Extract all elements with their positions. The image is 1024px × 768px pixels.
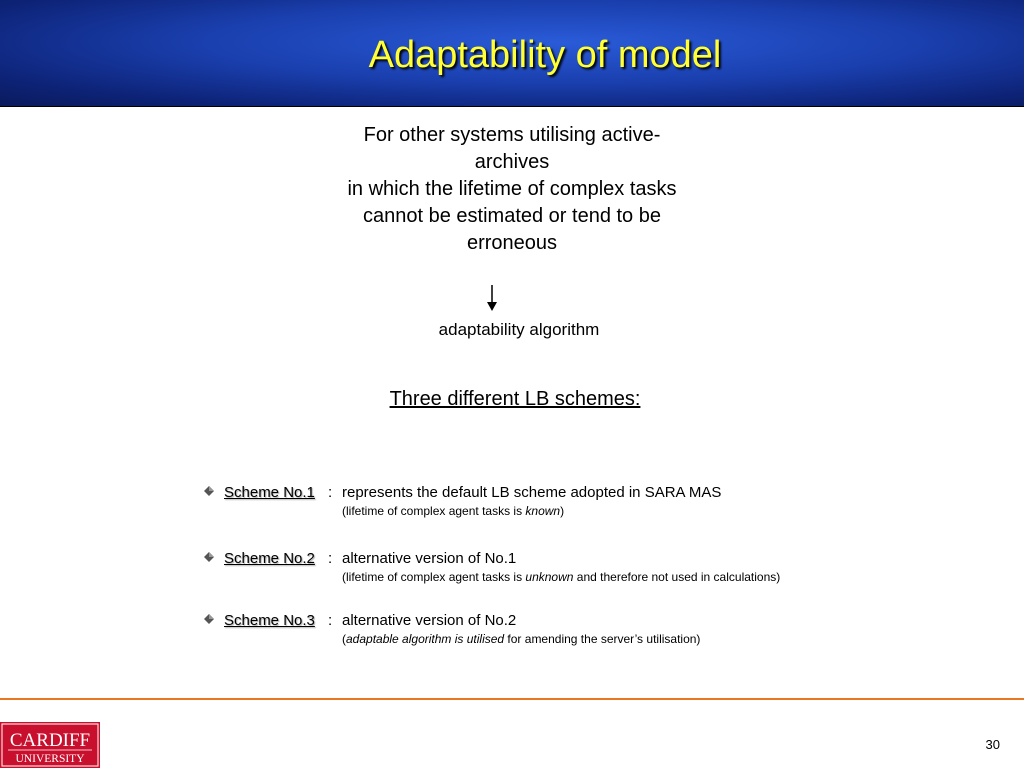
slide-title: Adaptability of model [368, 34, 722, 76]
down-arrow-icon [484, 285, 500, 311]
page-number: 30 [985, 737, 1000, 752]
scheme-note: (adaptable algorithm is utilised for amending the server’s utilisation) [342, 632, 701, 646]
scheme-note: (lifetime of complex agent tasks is unknown and therefore not used in calculations) [342, 570, 781, 584]
schemes-heading: Three different LB schemes: [389, 388, 641, 410]
diamond-bullet-icon [204, 486, 214, 496]
diamond-bullet-icon [204, 614, 214, 624]
intro-line: For other systems utilising active- [363, 124, 661, 146]
scheme-description: alternative version of No.2 [342, 612, 517, 629]
cardiff-university-logo [0, 722, 100, 768]
scheme-description: alternative version of No.1 [342, 550, 517, 567]
scheme-name: Scheme No.3 [224, 612, 315, 629]
intro-line: erroneous [466, 232, 558, 254]
logo-line2: UNIVERSITY [15, 753, 85, 765]
scheme-name: Scheme No.1 [224, 484, 315, 501]
scheme-separator: : [328, 550, 333, 567]
algorithm-label: adaptability algorithm [438, 320, 600, 339]
intro-line: in which the lifetime of complex tasks [347, 178, 677, 200]
scheme-description: represents the default LB scheme adopted in SARA MAS [342, 484, 722, 501]
logo-line1: CARDIFF [9, 730, 91, 751]
intro-line: cannot be estimated or tend to be [363, 205, 661, 227]
intro-text [312, 122, 712, 257]
intro-line: archives [474, 151, 550, 173]
diamond-bullet-icon [204, 552, 214, 562]
scheme-name: Scheme No.2 [224, 550, 315, 567]
scheme-separator: : [328, 612, 333, 629]
slide-header [0, 0, 1024, 107]
scheme-separator: : [328, 484, 333, 501]
footer-divider [0, 698, 1024, 700]
scheme-note: (lifetime of complex agent tasks is known) [342, 504, 565, 518]
